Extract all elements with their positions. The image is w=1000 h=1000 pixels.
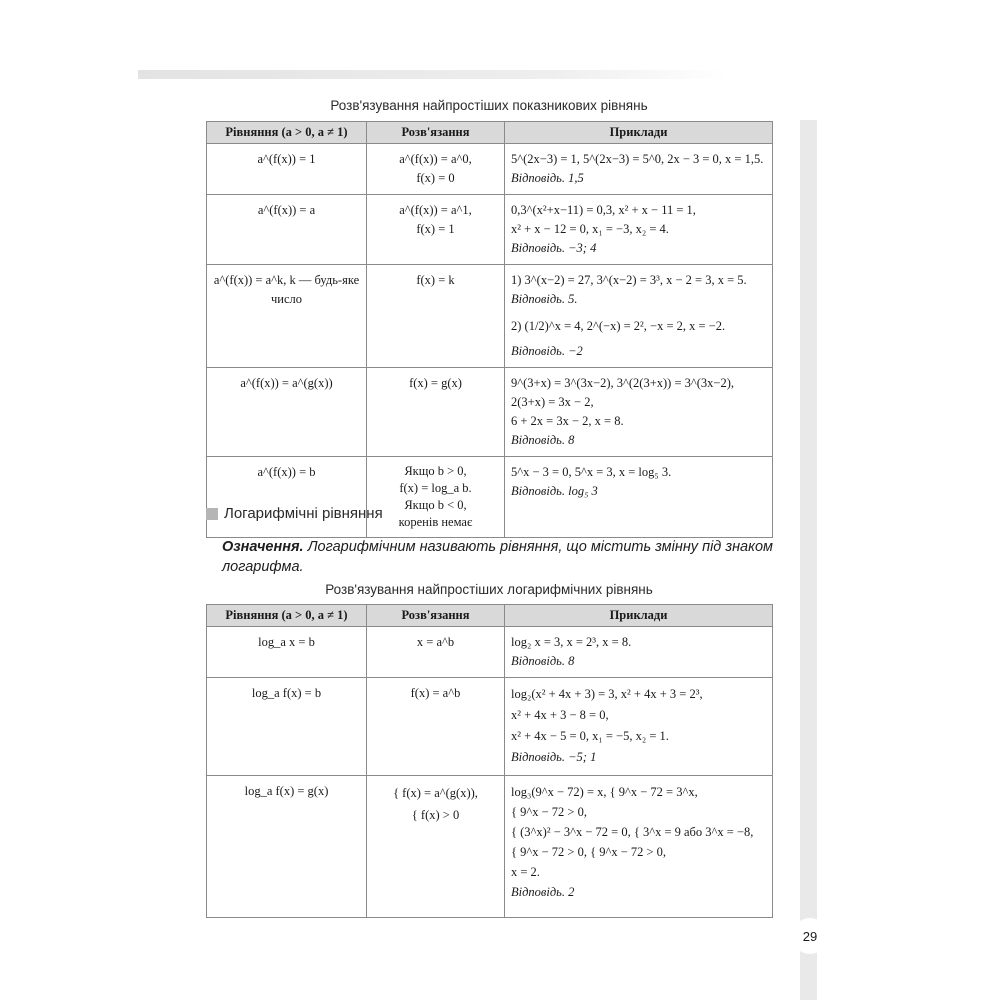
example-line: x² + 4x + 3 − 8 = 0, [511,708,609,722]
equation-cell [207,368,367,457]
answer-text: Відповідь. −2 [511,344,583,358]
solution-line: a^(f(x)) = a^1, [399,203,472,217]
page-number: 29 [792,918,828,954]
right-margin-strip [800,120,817,1000]
example-line: { 9^x − 72 > 0, { 9^x − 72 > 0, [511,845,667,859]
solution-cell [367,144,505,195]
header-solution: Розв'язання [367,122,505,144]
example-line: x = 2. [511,865,540,879]
equation-text: a^(f(x)) = 1 [257,152,316,166]
equation-cell [207,457,367,538]
solution-line: f(x) = g(x) [409,376,462,390]
table-row [207,144,773,195]
example-line: 5^x − 3 = 0, 5^x = 3, x = log₅ 3. [511,465,672,479]
example-line: 9^(3+x) = 3^(3x−2), 3^(2(3+x)) = 3^(3x−2), 2(3+x) = 3x − 2, [511,376,735,409]
solution-line: x = a^b [416,635,455,649]
example-cell [505,144,773,195]
equation-cell [207,265,367,368]
example-line: x² + x − 12 = 0, x₁ = −3, x₂ = 4. [511,222,669,236]
table-row [207,678,773,776]
example-cell [505,627,773,678]
equation-text: log_a x = b [258,635,315,649]
table-row [207,776,773,918]
answer-text: Відповідь. log₅ 3 [511,484,598,498]
equation-text: log_a f(x) = b [251,686,322,700]
solution-cell [367,627,505,678]
answer-text: Відповідь. 8 [511,654,575,668]
answer-text: Відповідь. 5. [511,292,578,306]
solution-cell [367,457,505,538]
answer-text: Відповідь. 8 [511,433,575,447]
example-line: 2) (1/2)^x = 4, 2^(−x) = 2², −x = 2, x = −2. [511,319,726,333]
header-solution: Розв'язання [367,605,505,627]
table1-caption: Розв'язування найпростіших показникових рівнянь [330,98,648,113]
equation-cell [207,144,367,195]
section-heading [206,505,383,522]
definition-label: Означення. [222,539,304,555]
table-header-row [207,605,773,627]
example-line: 6 + 2x = 3x − 2, x = 8. [511,414,624,428]
example-line: 0,3^(x²+x−11) = 0,3, x² + x − 11 = 1, [511,203,696,217]
example-line: 1) 3^(x−2) = 27, 3^(x−2) = 3³, x − 2 = 3, x = 5. [511,273,747,287]
definition-text-end: логарифма. [222,559,304,575]
equation-text: a^(f(x)) = a^(g(x)) [240,376,333,390]
solution-line: f(x) = k [416,273,455,287]
equation-cell [207,678,367,776]
exponential-equations-table [206,121,773,538]
solution-line: Якщо b < 0, [404,498,467,512]
example-line: { (3^x)² − 3^x − 72 = 0, { 3^x = 9 або 3^x = −8, [511,825,754,839]
solution-cell [367,368,505,457]
top-decorative-bar [138,70,728,79]
solution-line: f(x) = 1 [416,222,455,236]
section-title: Логарифмічні рівняння [224,505,383,522]
table-row [207,457,773,538]
solution-line: f(x) = a^b [410,686,461,700]
definition-text: Логарифмічним називають рівняння, що містить змінну під знаком [303,539,773,555]
logarithmic-equations-table [206,604,773,918]
definition-paragraph [222,537,782,577]
solution-cell [367,195,505,265]
header-equation: Рівняння (a > 0, a ≠ 1) [207,605,367,627]
table2-caption: Розв'язування найпростіших логарифмічних рівнянь [325,582,653,597]
example-line: log₃(9^x − 72) = x, { 9^x − 72 = 3^x, [511,785,698,799]
example-line: { 9^x − 72 > 0, [511,805,587,819]
table-row [207,368,773,457]
solution-cell [367,265,505,368]
solution-cell [367,776,505,918]
equation-text: a^(f(x)) = a [257,203,316,217]
equation-cell [207,195,367,265]
table-row [207,265,773,368]
example-cell [505,195,773,265]
equation-text: log_a f(x) = g(x) [244,784,329,798]
equation-cell [207,627,367,678]
header-examples: Приклади [505,605,773,627]
example-cell [505,678,773,776]
example-line: 5^(2x−3) = 1, 5^(2x−3) = 5^0, 2x − 3 = 0, x = 1,5. [511,152,764,166]
header-equation: Рівняння (a > 0, a ≠ 1) [207,122,367,144]
equation-text: a^(f(x)) = b [257,465,316,479]
example-line: x² + 4x − 5 = 0, x₁ = −5, x₂ = 1. [511,729,669,743]
answer-text: Відповідь. −3; 4 [511,241,597,255]
answer-text: Відповідь. −5; 1 [511,750,597,764]
solution-line: коренів немає [398,515,473,529]
example-cell [505,265,773,368]
example-cell [505,457,773,538]
solution-line: Якщо b > 0, [404,464,467,478]
answer-text: Відповідь. 1,5 [511,171,584,185]
example-cell [505,776,773,918]
header-examples: Приклади [505,122,773,144]
table-row [207,627,773,678]
example-line: log₂ x = 3, x = 2³, x = 8. [511,635,632,649]
solution-line: { f(x) = a^(g(x)), [393,786,478,800]
solution-line: { f(x) > 0 [411,808,460,822]
equation-text: a^(f(x)) = a^k, k — будь-яке [213,273,360,287]
answer-text: Відповідь. 2 [511,885,575,899]
table-row [207,195,773,265]
solution-line: f(x) = log_a b. [399,481,472,495]
example-cell [505,368,773,457]
example-line: log₂(x² + 4x + 3) = 3, x² + 4x + 3 = 2³, [511,687,703,701]
solution-line: a^(f(x)) = a^0, [399,152,472,166]
equation-text: число [270,292,302,306]
equation-cell [207,776,367,918]
table-header-row [207,122,773,144]
solution-cell [367,678,505,776]
section-marker-icon [206,508,218,520]
solution-line: f(x) = 0 [416,171,455,185]
